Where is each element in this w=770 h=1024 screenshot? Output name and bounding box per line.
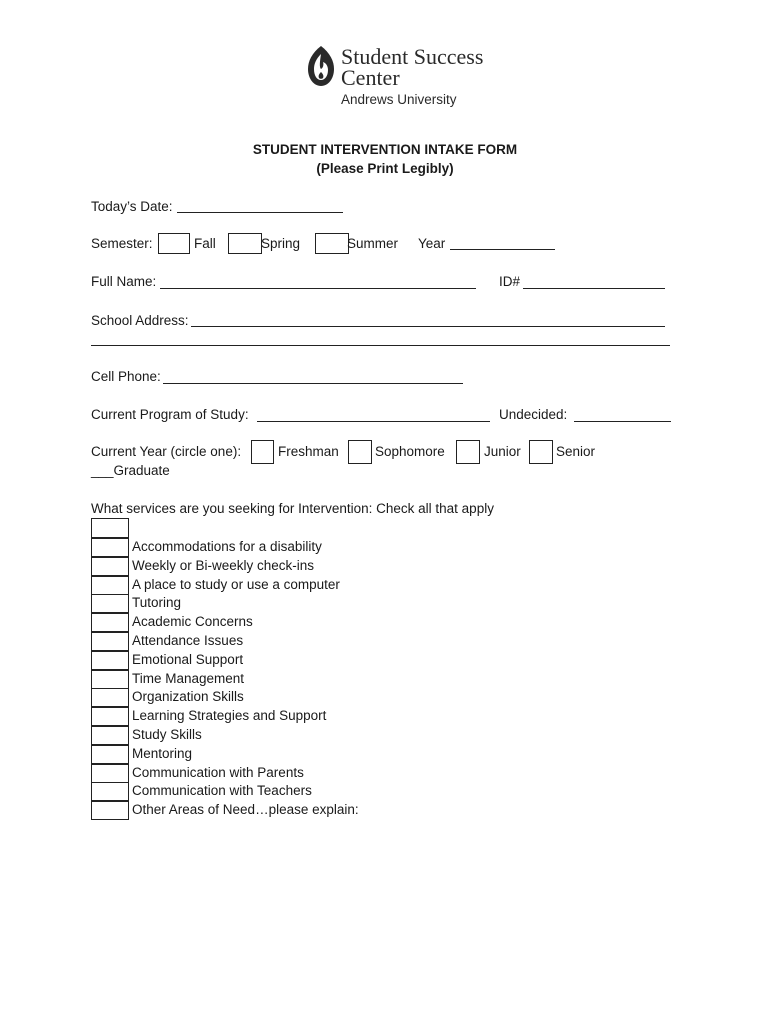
year-graduate-label[interactable]: ___Graduate [91,463,170,478]
semester-fall-label: Fall [194,236,216,251]
service-checkbox[interactable] [91,538,129,557]
service-label: Mentoring [132,745,193,761]
service-label: Other Areas of Need…please explain: [132,802,359,818]
service-checkbox[interactable] [91,632,129,651]
cell-phone-label: Cell Phone: [91,369,161,384]
service-checkbox[interactable] [91,688,129,707]
service-checkbox[interactable] [91,782,129,801]
year-label: Year [418,236,446,251]
service-checkbox[interactable] [91,726,129,745]
service-label: Communication with Teachers [132,783,312,799]
service-label: Communication with Parents [132,764,304,780]
logo-title-line1: Student Success [341,44,484,69]
year-senior-label: Senior [556,444,596,459]
year-junior-label: Junior [484,444,521,459]
year-junior-checkbox[interactable] [456,440,480,464]
program-of-study-label: Current Program of Study: [91,407,249,422]
service-checkbox[interactable] [91,594,129,613]
year-freshman-checkbox[interactable] [251,440,274,464]
service-label: Organization Skills [132,689,244,705]
year-freshman-label: Freshman [278,444,339,459]
service-checkbox[interactable] [91,745,129,764]
service-checkbox[interactable] [91,764,129,783]
service-label: Emotional Support [132,651,244,667]
form-subtitle: (Please Print Legibly) [316,161,454,176]
school-address-field-line2[interactable] [91,345,670,346]
service-checkbox[interactable] [91,651,129,670]
current-year-label: Current Year (circle one): [91,444,242,459]
service-label: Academic Concerns [132,614,253,630]
form-title: STUDENT INTERVENTION INTAKE FORM [252,142,518,157]
semester-spring-checkbox[interactable] [228,233,262,254]
services-label: What services are you seeking for Intervention: Check all that apply [91,501,494,516]
logo-university: Andrews University [341,92,457,107]
semester-summer-label: Summer [347,236,399,251]
student-success-center-logo [306,45,336,87]
undecided-label: Undecided: [499,407,568,422]
service-label: A place to study or use a computer [132,576,340,592]
logo-title-line2: Center [341,65,400,90]
full-name-label: Full Name: [91,274,157,289]
service-label: Weekly or Bi-weekly check-ins [132,557,315,573]
service-label: Learning Strategies and Support [132,708,327,724]
service-checkbox[interactable] [91,613,129,632]
service-checkbox[interactable] [91,707,129,726]
school-address-label: School Address: [91,313,189,328]
service-label: Attendance Issues [132,633,244,648]
year-senior-checkbox[interactable] [529,440,553,464]
service-label: Time Management [132,670,245,686]
semester-summer-checkbox[interactable] [315,233,349,254]
undecided-field[interactable] [574,421,671,422]
service-label: Study Skills [132,727,202,742]
service-checkbox[interactable] [91,670,129,689]
semester-fall-checkbox[interactable] [158,233,190,254]
full-name-field[interactable] [160,288,476,289]
service-label: Tutoring [132,595,182,611]
services-extra-checkbox[interactable] [91,518,129,538]
semester-label: Semester: [91,236,153,251]
semester-spring-label: Spring [261,236,301,251]
todays-date-field[interactable] [177,212,343,213]
program-of-study-field[interactable] [257,421,490,422]
service-checkbox[interactable] [91,801,129,820]
id-label: ID# [499,274,521,289]
service-checkbox[interactable] [91,557,129,576]
todays-date-label: Today’s Date: [91,199,173,214]
year-sophomore-label: Sophomore [375,444,445,459]
service-label: Accommodations for a disability [132,539,322,554]
year-sophomore-checkbox[interactable] [348,440,372,464]
id-field[interactable] [523,288,665,289]
year-field[interactable] [450,249,555,250]
school-address-field-line1[interactable] [191,326,665,327]
cell-phone-field[interactable] [163,383,463,384]
service-checkbox[interactable] [91,576,129,595]
